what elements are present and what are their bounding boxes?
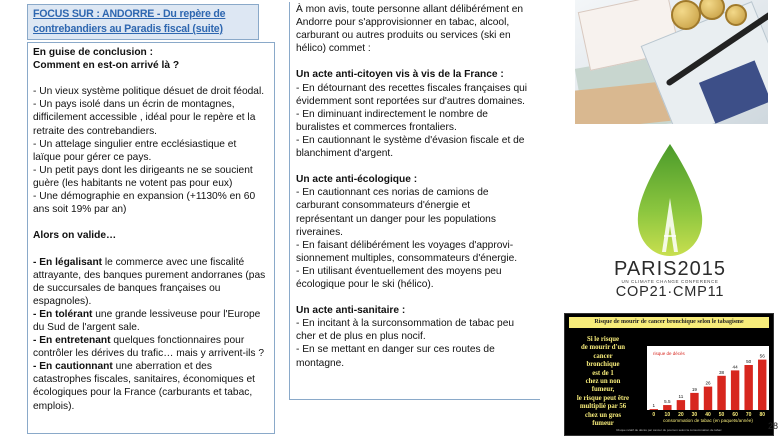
text-line [296,134,534,147]
text-line-main: écologiques pour la France (carburants et tabac, [33,387,253,399]
text-line [296,343,534,356]
text-line [296,121,534,134]
chart-explanation-line: chez un gros [584,411,622,419]
text-line-main: - En se mettant en danger sur ces routes de [296,344,495,356]
text-line-main: cher et de plus en plus nocif. [296,331,426,343]
text-line-main: Andorre pour s'approvisionner en tabac, alcool, [296,17,510,29]
lung-cancer-risk-chart [564,313,774,436]
text-line [296,226,534,239]
text-line [296,239,534,252]
text-line-main: hélico) commet : [296,43,371,55]
text-line [296,317,534,330]
blank-line [33,216,269,229]
text-line-main: À mon avis, toute personne allant délibérément en [296,4,524,15]
x-tick-label: 70 [745,412,752,418]
chart-explanation-line: fumeur [592,420,614,428]
text-line [33,203,269,216]
chart-explanation-line: multiplié par 56 [579,403,627,411]
bar [677,400,685,410]
text-line [296,147,534,160]
text-line-main: retraite des contrebandiers. [33,125,158,137]
text-line-main: carburant ou autres produits ou services (ski en [296,30,511,42]
bar-label: 38 [718,369,725,375]
text-line [296,16,534,29]
text-line-rest: le commerce avec une fiscalité [102,256,245,268]
blank-line [296,160,534,173]
text-line-main: Un acte anti-sanitaire : [296,305,406,317]
text-line [296,265,534,278]
text-line-main: buralistes et commerces frontaliers. [296,121,457,133]
text-line-main: - Un vieux système politique désuet de droit féodal. [33,86,265,98]
chart-title: Risque de mourir de cancer bronchique selon le tabagisme [569,317,769,328]
opinion-column [289,2,540,400]
text-line-main: emplois). [33,400,75,412]
text-line-main: du Sud de l'argent sale. [33,321,140,333]
text-line-rest: une aberration et des [112,361,212,373]
text-line-main: ans soit 19% par an) [33,204,127,216]
text-line [296,304,534,317]
text-line [33,98,269,111]
text-line [33,360,269,373]
x-tick-label: 50 [718,412,725,418]
text-line [33,85,269,98]
text-line-main: Un acte anti-écologique : [296,174,418,186]
text-line-main: - En incitant à la surconsommation de tabac peu [296,318,515,330]
text-line [33,373,269,386]
bar [731,370,739,410]
chart-explanation-line: fumeur, [591,386,615,394]
text-line [33,151,269,164]
text-line-main: de succursales de banques françaises ou [33,282,221,294]
text-line [33,177,269,190]
text-line [33,59,269,72]
logo-line2: COP21·CMP11 [615,284,725,300]
text-line [296,186,534,199]
chart-explanation-line: le risque peut être [576,394,630,402]
chart-explanation-line: chez un non [585,378,621,386]
text-line [296,29,534,42]
bar [717,376,725,410]
text-line-main: - En cautionnant ces norias de camions de [296,187,489,199]
text-line-main: - En entretenant [33,335,111,347]
bar-label: 56 [759,353,765,359]
text-line [33,334,269,347]
text-line [33,125,269,138]
text-line [33,164,269,177]
text-line [296,108,534,121]
text-line [296,252,534,265]
text-line [296,213,534,226]
cop21-logo [596,140,744,300]
text-line-main: laïque pour gérer ce pays. [33,151,152,163]
text-line-main: - En cautionnant le système d'évasion fiscale et de [296,134,525,146]
text-line [33,138,269,151]
text-line [33,282,269,295]
bar [758,360,766,410]
bar-label: 50 [746,359,752,364]
blank-line [33,72,269,85]
text-line-main: sionnement multiples, consommateurs d'énergie. [296,252,518,264]
text-line-main: difficilement accessible , idéal pour le repère et la [33,112,256,124]
text-line-main: - Un pays isolé dans un écrin de montagnes, [33,99,235,111]
conclusion-column [27,42,275,434]
chart-explanation-line: Si le risque [586,336,620,343]
x-tick-label: 30 [691,412,698,418]
text-line-rest: quelques fonctionnaires pour [110,335,245,347]
text-line-main: catastrophes fiscales, sanitaires, économiques et [33,374,255,386]
blank-line [33,242,269,255]
text-line-main: - En diminuant indirectement le nombre de [296,108,488,120]
text-line-main: Un acte anti-citoyen vis à vis de la France : [296,69,504,81]
text-line-main: En guise de conclusion : [33,47,154,58]
text-line [33,321,269,334]
x-axis-label: consommation de tabac (en paquets/année) [663,418,753,423]
logo-sub: UN CLIMATE CHANGE CONFERENCE [621,279,719,284]
text-line-rest: une grande lessiveuse pour l'Europe [92,308,261,320]
text-line-main: - Un petit pays dont les dirigeants ne se soucient [33,164,253,176]
bar-label: 19 [691,386,698,392]
text-line-main: carburant consommateurs d'énergie et [296,200,471,212]
text-line [33,308,269,321]
logo-line1: PARIS2015 [613,258,727,280]
text-line-main: - En détournant des recettes fiscales françaises qui [296,82,528,94]
bar-label: 1 [652,403,656,409]
x-tick-label: 10 [664,412,671,418]
page-number: 28 [767,421,778,431]
text-line [296,68,534,81]
text-line-main: - En utilisant éventuellement des moyens peu [296,265,502,277]
text-line-main: Alors on valide… [33,230,117,242]
text-line [33,256,269,269]
x-tick-label: 20 [678,412,684,418]
text-line-main: évidemment sont reportées sur d'autres domaines. [296,95,526,107]
text-line [33,386,269,399]
text-line [296,3,534,16]
y-axis-label: risque de décès [653,351,685,356]
tax-documents-photo [575,0,768,124]
x-tick-label: 0 [652,412,656,418]
text-line-main: - En faisant délibérément les voyages d'approvi- [296,239,514,251]
bar [663,405,671,410]
text-line-main: représentant un danger pour les populations [296,213,496,225]
text-line-main: riveraines. [296,226,343,238]
chart-explanation [571,336,635,428]
text-line-main: montagne. [296,357,345,369]
text-line [296,42,534,55]
bar-label: 26 [705,380,711,386]
text-line-main: - En légalisant [33,256,103,268]
text-line [296,278,534,291]
blank-line [296,55,534,68]
chart-plot [637,332,773,424]
bar [704,387,712,410]
x-tick-label: 40 [705,412,711,418]
text-line [296,95,534,108]
text-line [296,199,534,212]
text-line-main: - En cautionnant [33,361,113,373]
text-line [33,46,269,59]
chart-explanation-line: de mourir d'un [580,344,626,352]
text-line [33,190,269,203]
text-line-main: guère (les habitants ne votent pas pour eux) [33,177,233,189]
text-line-main: espagnoles). [33,295,92,307]
x-tick-label: 60 [732,412,738,418]
chart-explanation-line: bronchique [586,361,620,369]
text-line [33,229,269,242]
text-line [33,269,269,282]
text-line-main: - Un attelage singulier entre ecclésiastique et [33,138,237,150]
text-line-main: blanchiment d'argent. [296,148,394,160]
text-line [296,82,534,95]
text-line [33,400,269,413]
bar [690,393,698,410]
chart-footer: Risque relatif de décès par cancer du poumon selon la consommation de tabac [616,428,722,432]
chart-explanation-line: cancer [593,352,613,360]
text-line [33,347,269,360]
text-line-main: - En tolérant [33,308,93,320]
bar-label: 11 [678,394,684,400]
text-line [296,173,534,186]
bar-label: 5.5 [664,399,671,405]
text-line-main: écologique pour le ski (hélico). [296,278,434,290]
title-rest: Du repère de contrebandiers au Paradis fiscal (suite) [33,8,226,35]
text-line-main: - Une démographie en expansion (+1130% en 60 [33,191,256,203]
bar [744,365,752,410]
text-line [296,330,534,343]
bar-label: 44 [732,364,738,370]
text-line [296,357,534,370]
section-title [27,4,259,40]
text-line-main: Comment en est-on arrivé là ? [33,60,180,72]
text-line-main: attrayante, des banques purement andorranes (pas [33,269,266,281]
text-line-main: contrôler les dérives du trafic… mais y arrivent-ils ? [33,348,264,360]
text-line [33,295,269,308]
chart-explanation-line: est de 1 [592,369,614,377]
bar [650,409,658,410]
leaf-icon [596,140,744,258]
x-tick-label: 80 [759,412,766,418]
blank-line [296,291,534,304]
title-prefix: FOCUS SUR : ANDORRE - [33,8,163,20]
text-line [33,111,269,124]
